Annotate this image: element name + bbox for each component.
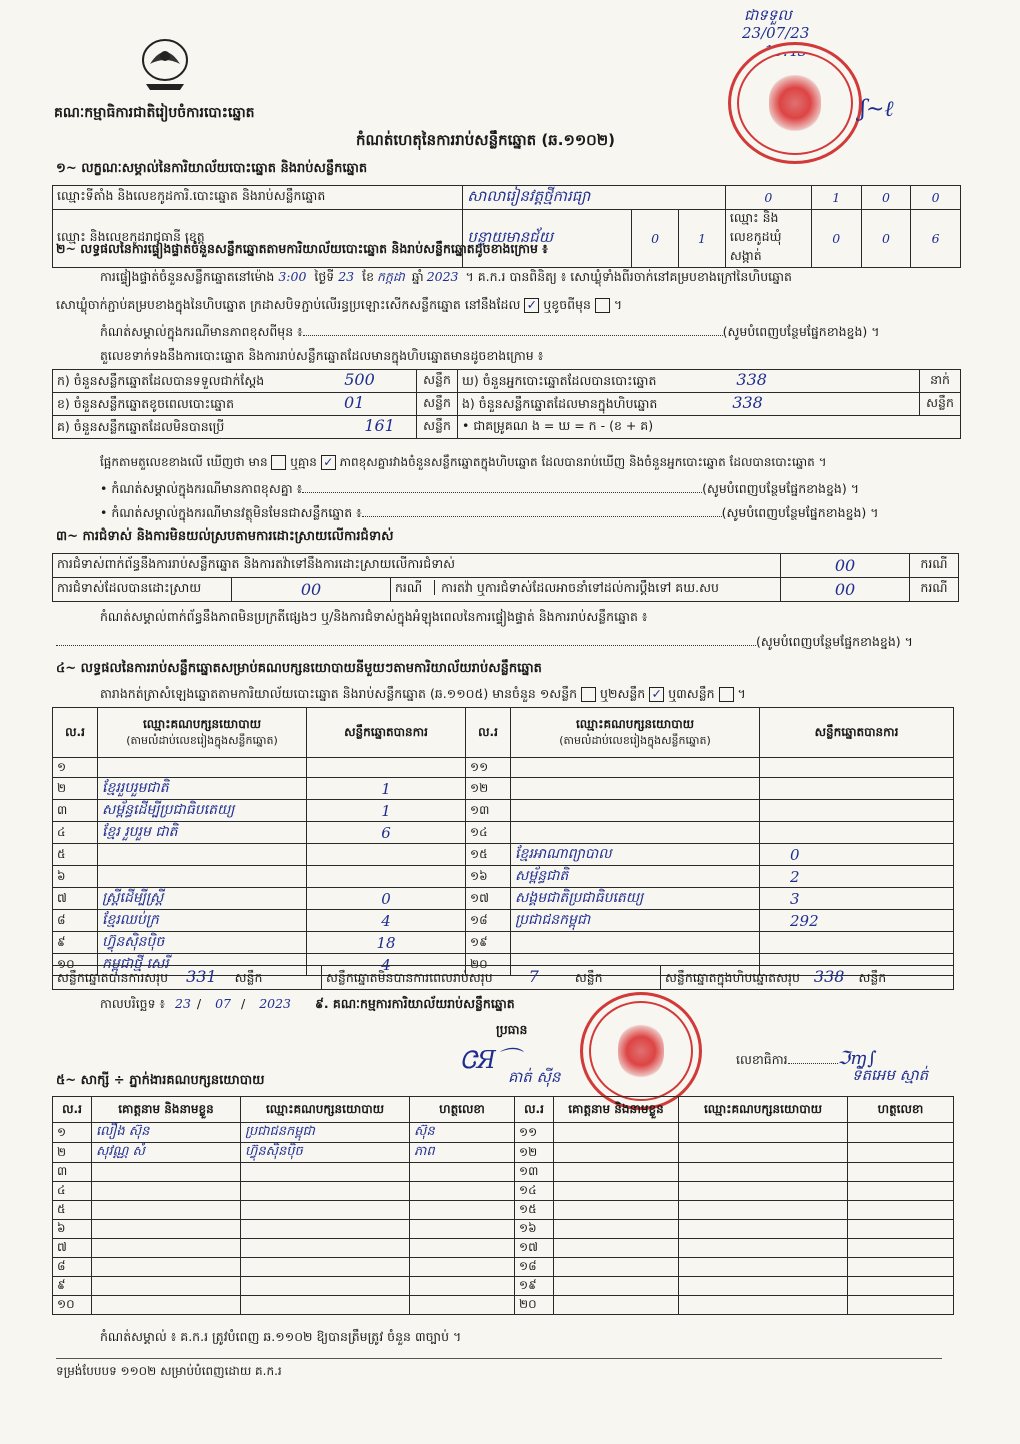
totals-table [52,965,954,990]
total-valid-value: 331 [186,966,217,986]
section2-para1: ការផ្ទៀងផ្ទាត់ចំនួនសន្លឹកឆ្នោតនៅម៉ោង 3:00 ថ្ងៃទី 23 ខែ កក្កដា ឆ្នាំ 2023 ។ គ.ក.រ បានពិនិត្យ ៖ សោឃ្លុំទាំងពីរចាក់នៅគម្របខាងក្រៅនៃហិបឆ្នោត [100,269,792,284]
date-day: 23 [175,996,191,1011]
witness-name [554,1296,679,1315]
witness-no: ៨ [53,1258,92,1277]
table-row [53,1143,954,1163]
witness-name [92,1182,241,1201]
appeal-value: 00 [781,578,910,602]
table-row [53,1277,954,1296]
party-no: ១៦ [466,866,511,888]
table-row [53,1220,954,1239]
party-name: ខ្មែរ រួបរួម ជាតិ [98,822,307,844]
witness-party [679,1123,848,1143]
witness-no: ១៩ [515,1277,554,1296]
witness-signature [410,1239,515,1258]
witness-no: ១២ [515,1143,554,1163]
province-code-2: 1 [679,210,726,268]
location-code-2: 1 [811,186,861,210]
official-seal-bottom [580,992,702,1110]
party-no: ១៧ [466,888,511,910]
w-col-party-left: ឈ្មោះគណបក្សនយោបាយ [241,1097,410,1123]
received-value: 500 [344,370,375,389]
complaints-label: ការជំទាស់ពាក់ព័ន្ធនឹងការរាប់សន្លឹកឆ្នោត និងការតវ៉ាទៅនឹងការដោះស្រាយលើការជំទាស់ [53,554,781,578]
nec-logo [136,34,194,94]
party-no: ១១ [466,758,511,778]
irregularity-fill-line: (សូមបំពេញបន្ថែមផ្នែកខាងខ្នង) ។ [56,634,913,653]
witness-no: ១០ [53,1296,92,1315]
no-difference-checkbox[interactable]: ✓ [321,455,336,470]
spoiled-value: 01 [344,393,365,412]
table-row [53,778,954,800]
received-label: ក) ចំនួនសន្លឹកឆ្នោតដែលបានទទួលជាក់ស្តែង [57,373,265,388]
voters-label: ឃ) ចំនួនអ្នកបោះឆ្នោតដែលបានបោះឆ្នោត [462,373,657,388]
party-name: ហ៊្វុនស៊ិនប៉ិច [98,932,307,954]
party-no: ៧ [53,888,98,910]
witness-signature [848,1123,954,1143]
col-party-right: ឈ្មោះគណបក្សនយោបាយ (តាមលំដាប់លេខរៀងក្នុងសន្លឹកឆ្នោត) [511,708,760,758]
section3-heading: ៣~ ការជំទាស់ និងការមិនយល់ស្របតាមការដោះស្រាយលើការជំទាស់ [56,529,394,544]
location-code-4: 0 [911,186,961,210]
witness-party [679,1277,848,1296]
received-unit: សន្លឹក [417,370,458,393]
table-row [53,844,954,866]
party-votes: 6 [307,822,466,844]
witness-party [679,1220,848,1239]
irregularity-note: កំណត់សម្គាល់ពាក់ព័ន្ធនឹងភាពមិនប្រក្រតីផ្សេងៗ ឬ/និងការជំទាស់ក្នុងអំឡុងពេលនៃការផ្ទៀងផ្ទាត់ និងការរាប់សន្លឹកឆ្នោត ៖ [100,609,648,624]
col-no-right: ល.រ [466,708,511,758]
figures-table [52,369,961,439]
party-name: ស្ត្រីដើម្បីស្ត្រី [98,888,307,910]
party-votes [307,758,466,778]
witness-name [554,1258,679,1277]
secretary-name: ទិតអេម ស្មាត់ [852,1066,929,1084]
date-month: 07 [215,996,231,1011]
col-votes-left: សន្លឹកឆ្នោតបានការ [307,708,466,758]
intact-checkbox[interactable]: ✓ [524,298,539,313]
unused-unit: សន្លឹក [417,416,458,439]
witness-party [679,1182,848,1201]
witness-signature [848,1239,954,1258]
spoiled-label: ខ) ចំនួនសន្លឹកឆ្នោតខូចពេលបោះឆ្នោត [57,396,235,411]
party-votes: 292 [760,910,954,932]
witness-signature [410,1163,515,1182]
party-name: សម្ព័ន្ធដើម្បីប្រជាធិបតេយ្យ [98,800,307,822]
party-name: ខ្មែររួបរួមជាតិ [98,778,307,800]
committee-name: គណៈកម្មាធិការជាតិរៀបចំការបោះឆ្នោត [54,105,255,121]
witness-name [92,1220,241,1239]
difference-note: កំណត់សម្គាល់ក្នុងករណីមានភាពខុសពីមុន ៖ (សូមបំពេញបន្ថែមផ្នែកខាងខ្នង) ។ [100,324,880,339]
commune-code-1: 0 [811,210,861,268]
col-votes-right: សន្លឹកឆ្នោតបានការ [760,708,954,758]
witness-party [241,1296,410,1315]
witness-signature [848,1277,954,1296]
party-no: ១ [53,758,98,778]
witness-no: ១៦ [515,1220,554,1239]
chair-signature: ᏣЯ⌒ [460,1046,520,1074]
witness-party [679,1143,848,1163]
commune-code-2: 0 [861,210,911,268]
witness-party [679,1239,848,1258]
witness-party: ហ៊្វុនស៊ិនប៉ិច [241,1143,410,1163]
resolved-value: 00 [232,578,391,602]
witness-name [554,1201,679,1220]
witness-signature [848,1220,954,1239]
total-box-value: 338 [813,966,845,986]
party-votes: 1 [307,778,466,800]
party-no: ១៤ [466,822,511,844]
table-row [53,866,954,888]
section4-sub: តារាងកត់ត្រាសំឡេងឆ្នោតតាមការិយាល័យបោះឆ្នោត និងរាប់សន្លឹកឆ្នោត (ឆ.១១០៥) មានចំនួន ១សន្លឹក ឬ២សន្លឹក ✓ ឬ៣សន្លឹក ។ [100,686,746,701]
party-votes [760,932,954,954]
voters-value: 338 [736,370,767,389]
appeal-cell: ករណី ការតវ៉ា ឬការជំទាស់ដែលអាចនាំទៅដល់ការប្តឹងទៅ គឃ.សប [391,578,781,602]
witness-name [554,1239,679,1258]
chair-name: គាត់ ស៊ីន [508,1068,561,1086]
party-no: ៩ [53,932,98,954]
day-value: 23 [338,269,355,284]
foreign-object-bullet: • កំណត់សម្គាល់ក្នុងករណីមានវត្ថុមិនមែនជាសន្លឹកឆ្នោត ៖ (សូមបំពេញបន្ថែមផ្នែកខាងខ្នង) ។ [100,505,879,520]
party-no: ៥ [53,844,98,866]
location-code-3: 0 [861,186,911,210]
party-votes: 3 [760,888,954,910]
appeal-label: ការតវ៉ា ឬការជំទាស់ដែលអាចនាំទៅដល់ការប្តឹងទៅ គឃ.សប [441,580,719,595]
witness-name [92,1296,241,1315]
w-col-sign-left: ហត្ថលេខា [410,1097,515,1123]
province-value: បន្ទាយមានជ័យ [463,210,632,268]
table-row [53,1258,954,1277]
witness-signature [410,1296,515,1315]
party-votes [760,822,954,844]
party-no: ៦ [53,866,98,888]
witness-party [679,1258,848,1277]
witness-signature [848,1163,954,1182]
party-votes [307,866,466,888]
witness-signature [848,1143,954,1163]
difference-check-line: ផ្អែកតាមតួលេខខាងលើ ឃើញថា មាន ឬគ្មាន ✓ ភាពខុសគ្នារវាងចំនួនសន្លឹកឆ្នោតក្នុងហិបឆ្នោត ដែលបានរាប់ឃើញ និងចំនួនអ្នកបោះឆ្នោត ដែលបានបោះឆ្នោត ។ [100,455,827,469]
col-no-left: ល.រ [53,708,98,758]
witness-name [554,1182,679,1201]
two-sheet-checkbox[interactable]: ✓ [649,687,664,702]
party-no: ១២ [466,778,511,800]
in-box-unit: សន្លឹក [920,393,961,416]
party-name [511,932,760,954]
witness-body [53,1123,954,1315]
party-name [98,844,307,866]
witness-no: ៤ [53,1182,92,1201]
party-no: ៤ [53,822,98,844]
complaints-value: 00 [781,554,910,578]
witness-party [679,1296,848,1315]
witness-table [52,1096,954,1315]
witness-name: សុវណ្ណ សំ [92,1143,241,1163]
witness-signature [410,1220,515,1239]
has-difference-checkbox[interactable] [271,455,286,470]
witness-no: ៥ [53,1201,92,1220]
party-name: សម្ព័ន្ធជាតិ [511,866,760,888]
party-votes [760,778,954,800]
party-name [511,822,760,844]
witness-name [92,1277,241,1296]
table-row [53,1239,954,1258]
w-col-sign-right: ហត្ថលេខា [848,1097,954,1123]
figures-intro: តួលេខទាក់ទងនឹងការបោះឆ្នោត និងការរាប់សន្លឹកឆ្នោតដែលមានក្នុងហិបឆ្នោតមានដូចខាងក្រោម ៖ [100,348,544,363]
secretary-line: លេខាធិការ ℑɱ∫ [736,1048,877,1069]
witness-no: ១៨ [515,1258,554,1277]
unused-value: 161 [364,416,395,435]
witness-party [241,1220,410,1239]
party-results-body [53,758,954,976]
section2-heading: ២~ លទ្ធផលនៃការផ្ទៀងផ្ទាត់ចំនួនសន្លឹកឆ្នោតតាមការិយាល័យបោះឆ្នោត និងរាប់សន្លឹកឆ្នោតដូចខាងក្រោម ៖ [56,241,548,256]
table-row [53,932,954,954]
party-no: ៨ [53,910,98,932]
commune-label: ឈ្មោះ និងលេខកូដឃុំ សង្កាត់ [725,210,811,268]
province-code-1: 0 [632,210,679,268]
w-col-name-left: គោត្តនាម និងនាមខ្លួន [92,1097,241,1123]
party-no: ១០ [53,954,98,976]
witness-signature: ស៊ុន [410,1123,515,1143]
form-footer: ទម្រង់បែបបទ ១១០២ សម្រាប់បំពេញដោយ គ.ក.រ [56,1364,282,1378]
witness-name [554,1123,679,1143]
witness-name [92,1163,241,1182]
section4-heading: ៤~ លទ្ធផលនៃការរាប់សន្លឹកឆ្នោតសម្រាប់គណបក្សនយោបាយនីមួយៗតាមការិយាល័យរាប់សន្លឹកឆ្នោត [56,661,542,676]
section1-heading: ១~ លក្ខណៈសម្គាល់នៃការិយាល័យបោះឆ្នោត និងរាប់សន្លឹកឆ្នោត [56,161,368,176]
top-signature: ʃ~ℓ [860,97,894,122]
section3-table [52,553,959,602]
party-results-table [52,707,954,976]
table-row [53,888,954,910]
party-name [511,758,760,778]
witness-name [92,1239,241,1258]
party-no: ២ [53,778,98,800]
witness-party [679,1163,848,1182]
table-row [53,1182,954,1201]
document-title: កំណត់ហេតុនៃការរាប់សន្លឹកឆ្នោត (ឆ.១១០២) [356,131,616,149]
table-row [53,1163,954,1182]
section2-para2: សោឃ្លុំចាក់ភ្ជាប់គម្របខាងក្នុងនៃហិបឆ្នោត ក្រដាសបិទភ្ជាប់លើរន្ធប្រឡោះសើកសន្លឹកឆ្នោត នៅនឹងដែល ✓ ឬខូចពីមុន ។ [56,297,623,312]
table-row [53,910,954,932]
party-votes: 1 [307,800,466,822]
col-party-left: ឈ្មោះគណបក្សនយោបាយ (តាមលំដាប់លេខរៀងក្នុងសន្លឹកឆ្នោត) [98,708,307,758]
complaints-unit: ករណី [910,554,959,578]
location-code-1: 0 [725,186,811,210]
party-votes: 0 [307,888,466,910]
witness-signature [410,1182,515,1201]
table-row [53,758,954,778]
party-name [98,758,307,778]
total-invalid-cell: សន្លឹកឆ្នោតមិនបានការពេលរាប់សរុប 7 សន្លឹក [322,966,661,990]
w-col-name-right: គោត្តនាម និងនាមខ្លួន [554,1097,679,1123]
party-name: កម្ពុជាថ្មី សេរី [98,954,307,976]
party-name [98,866,307,888]
unused-label: គ) ចំនួនសន្លឹកឆ្នោតដែលមិនបានប្រើ [57,419,225,434]
party-votes: 2 [760,866,954,888]
witness-name: លឿង ស៊ុន [92,1123,241,1143]
location-label: ឈ្មោះទីតាំង និងលេខកូដការិ.បោះឆ្នោត និងរាប់សន្លឹកឆ្នោត [53,186,463,210]
witness-party [241,1239,410,1258]
total-box-cell: សន្លឹកឆ្នោតក្នុងហិបឆ្នោតសរុប 338 សន្លឹក [661,966,954,990]
witness-signature [848,1296,954,1315]
party-name: សង្គមជាតិប្រជាធិបតេយ្យ [511,888,760,910]
witness-no: ១១ [515,1123,554,1143]
year-value: 2023 [426,269,459,284]
witness-party [241,1201,410,1220]
secretary-signature: ℑɱ∫ [837,1048,877,1069]
witness-no: ៧ [53,1239,92,1258]
party-no: ១៩ [466,932,511,954]
damaged-checkbox[interactable] [595,298,610,313]
time-value: 3:00 [278,269,307,284]
copies-footnote: កំណត់សម្គាល់ ៖ គ.ក.រ ត្រូវបំពេញ ឆ.១១០២ ឱ្យបានត្រឹមត្រូវ ចំនួន ៣ច្បាប់ ។ [100,1329,462,1344]
witness-party [241,1277,410,1296]
in-box-label: ង) ចំនួនសន្លឹកឆ្នោតដែលមានក្នុងហិបឆ្នោត [462,396,658,411]
table-row [53,1201,954,1220]
party-name: ខ្មែរឈប់ក្រ [98,910,307,932]
witness-signature [410,1201,515,1220]
witness-party [241,1163,410,1182]
commune-code-3: 6 [911,210,961,268]
witness-no: ១ [53,1123,92,1143]
table-row [53,800,954,822]
table-row [53,822,954,844]
witness-party [241,1258,410,1277]
footer-divider [56,1358,942,1359]
date-year: 2023 [259,996,291,1011]
table-row [53,1296,954,1315]
witness-no: ១៧ [515,1239,554,1258]
province-label: ឈ្មោះ និងលេខកូដរាជធានី ខេត្ត [53,210,463,268]
official-seal-top [728,42,862,164]
witness-signature [410,1277,515,1296]
witness-no: ២ [53,1143,92,1163]
witness-no: ៩ [53,1277,92,1296]
month-value: កក្កដា [377,269,405,284]
witness-party [679,1201,848,1220]
party-votes: 0 [760,844,954,866]
party-votes: 4 [307,910,466,932]
section5-heading: ៥~ សាក្សី ÷ ភ្នាក់ងារគណបក្សនយោបាយ [56,1073,265,1088]
witness-signature [410,1258,515,1277]
witness-no: ១៤ [515,1182,554,1201]
table-row [53,1123,954,1143]
witness-name [92,1258,241,1277]
resolved-label: ការជំទាស់ដែលបានដោះស្រាយ [53,578,232,602]
counting-committee-label: ៩. គណៈកម្មការការិយាល័យរាប់សន្លឹកឆ្នោត [314,996,515,1011]
date-line: កាលបរិច្ឆេទ ៖ 23 / 07 / 2023 ៩. គណៈកម្មការការិយាល័យរាប់សន្លឹកឆ្នោត [100,996,515,1011]
in-box-value: 338 [732,393,763,412]
party-name: ប្រជាជនកម្ពុជា [511,910,760,932]
witness-name [554,1277,679,1296]
party-name [511,778,760,800]
party-votes [307,844,466,866]
witness-name [554,1163,679,1182]
witness-signature: ភាព [410,1143,515,1163]
party-no: ៣ [53,800,98,822]
total-invalid-value: 7 [528,966,539,986]
party-no: ១៨ [466,910,511,932]
w-col-no-left: ល.រ [53,1097,92,1123]
witness-no: ៣ [53,1163,92,1182]
chair-label: ប្រធាន [496,1022,528,1037]
received-note: ជាទទួល 23/07/23 16:43 [742,6,810,60]
witness-party: ប្រជាជនកម្ពុជា [241,1123,410,1143]
formula-note: • ជាគម្រូគណ ង = ឃ = ក - (ខ + គ) [458,416,961,439]
witness-signature [848,1182,954,1201]
party-no: ២០ [466,954,511,976]
witness-no: ២០ [515,1296,554,1315]
witness-name [92,1201,241,1220]
party-name [511,800,760,822]
party-no: ១៣ [466,800,511,822]
party-name: ខ្មែរអាណាព្យាបាល [511,844,760,866]
three-sheet-checkbox[interactable] [719,687,734,702]
one-sheet-checkbox[interactable] [581,687,596,702]
witness-name [554,1220,679,1239]
location-value: សាលារៀនវត្តថ្មីការធ្យា [463,186,726,210]
party-votes [760,800,954,822]
party-votes: 18 [307,932,466,954]
witness-no: ១៣ [515,1163,554,1182]
witness-no: ៦ [53,1220,92,1239]
witness-name [554,1143,679,1163]
voters-unit: នាក់ [920,370,961,393]
witness-signature [848,1258,954,1277]
w-col-party-right: ឈ្មោះគណបក្សនយោបាយ [679,1097,848,1123]
w-col-no-right: ល.រ [515,1097,554,1123]
difference-bullet: • កំណត់សម្គាល់ក្នុងករណីមានភាពខុសគ្នា ៖ (សូមបំពេញបន្ថែមផ្នែកខាងខ្នង) ។ [100,481,859,496]
party-votes [760,758,954,778]
party-no: ១៥ [466,844,511,866]
appeal-unit: ករណី [910,578,959,602]
witness-signature [848,1201,954,1220]
total-valid-cell: សន្លឹកឆ្នោតបានការសរុប 331 សន្លឹក [53,966,322,990]
witness-no: ១៥ [515,1201,554,1220]
witness-party [241,1182,410,1201]
spoiled-unit: សន្លឹក [417,393,458,416]
party-votes: 4 [307,954,466,976]
